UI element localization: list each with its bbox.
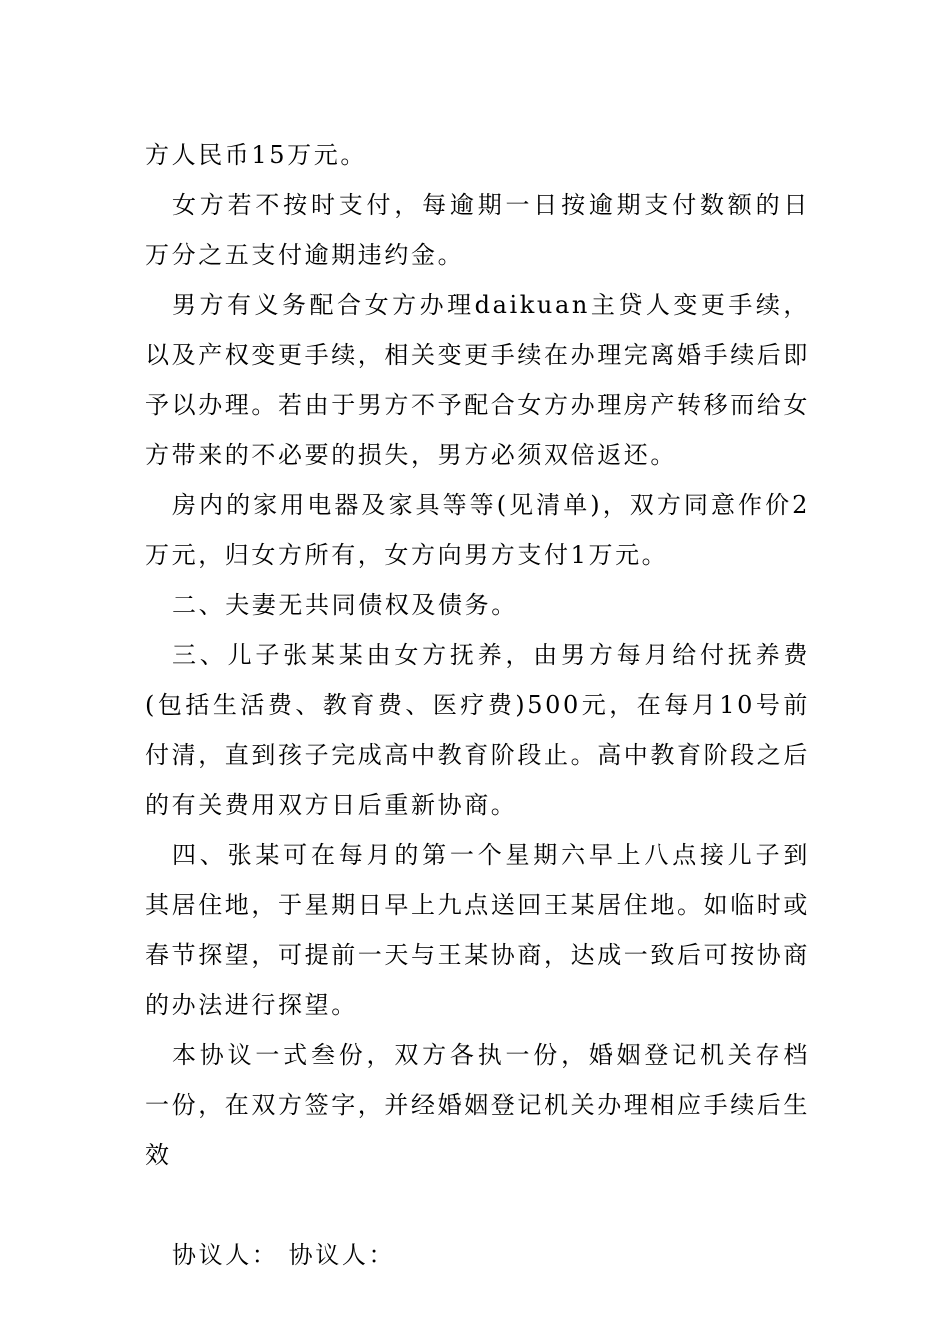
blank-line: [145, 1180, 810, 1230]
paragraph-visitation: 四、张某可在每月的第一个星期六早上八点接儿子到其居住地，于星期日早上九点送回王某居住地。如临时或春节探望，可提前一天与王某协商，达成一致后可按协商的办法进行探望。: [145, 841, 810, 1019]
signature-party-a: 协议人：: [172, 1241, 279, 1269]
paragraph-late-payment: 女方若不按时支付，每逾期一日按逾期支付数额的日万分之五支付逾期违约金。: [145, 191, 810, 269]
paragraph-amount-continuation: 方人民币15万元。: [145, 141, 367, 169]
document-body: [145, 130, 810, 1280]
paragraph-child-custody: 三、儿子张某某由女方抚养，由男方每月给付抚养费(包括生活费、教育费、医疗费)500元，在每月10号前付清，直到孩子完成高中教育阶段止。高中教育阶段之后的有关费用双方日后重新协商。: [145, 641, 810, 819]
paragraph-furniture: 房内的家用电器及家具等等(见清单)，双方同意作价2万元，归女方所有，女方向男方支付1万元。: [145, 491, 810, 569]
signature-party-b: 协议人：: [288, 1241, 396, 1269]
paragraph-loan-transfer: 男方有义务配合女方办理daikuan主贷人变更手续，以及产权变更手续，相关变更手续在办理完离婚手续后即予以办理。若由于男方不予配合女方办理房产转移而给女方带来的不必要的损失，男方必须双倍返还。: [145, 291, 810, 469]
paragraph-debts: 二、夫妻无共同债权及债务。: [172, 591, 518, 619]
signature-line: [145, 1230, 810, 1280]
paragraph-copies-effect: 本协议一式叁份，双方各执一份，婚姻登记机关存档一份，在双方签字，并经婚姻登记机关办理相应手续后生效: [145, 1041, 810, 1169]
